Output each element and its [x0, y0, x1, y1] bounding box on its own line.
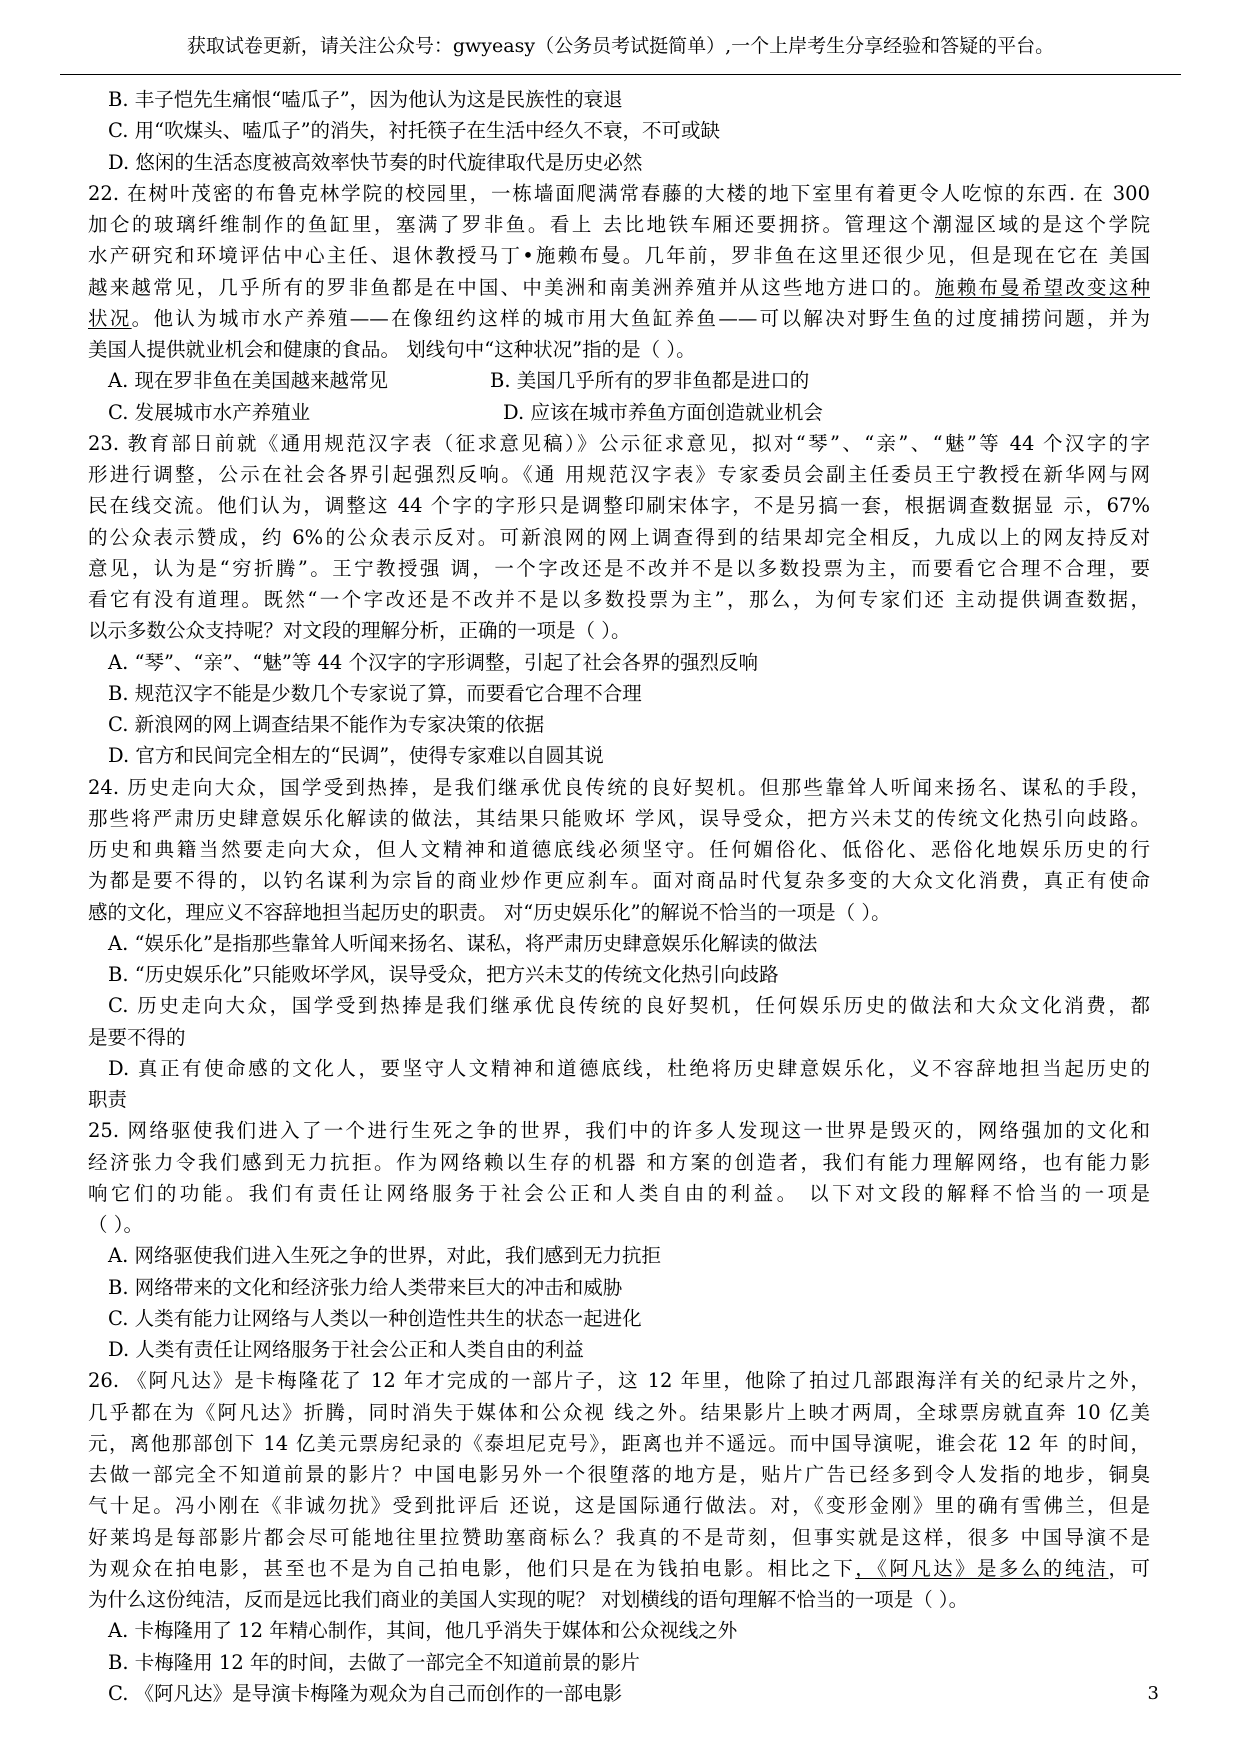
- q26-stem-line: 好莱坞是每部影片都会尽可能地往里拉赞助塞商标么？我真的不是苛刻，但事实就是这样，很多 中国导演不是: [88, 1525, 1150, 1549]
- q25-stem-line: 25. 网络驱使我们进入了一个进行生死之争的世界，我们中的许多人发现这一世界是毁灭的，网络强加的文化和: [88, 1119, 1150, 1143]
- q26-stem-line: 去做一部完全不知道前景的影片？中国电影另外一个很堕落的地方是，贴片广告已经多到令人发指的地步，铜臭: [88, 1463, 1150, 1486]
- q22-stem-line: [88, 272, 1150, 303]
- q24-stem-line: 历史和典籍当然要走向大众，但人文精神和道德底线必须坚守。任何媚俗化、低俗化、恶俗化地娱乐历史的行: [88, 838, 1150, 861]
- q24-option-c-cont: 是要不得的: [88, 1025, 186, 1049]
- q23-stem-line: 23. 教育部日前就《通用规范汉字表（征求意见稿）》公示征求意见，拟对“琴”、“亲”、“魅”等 44 个汉字的字: [88, 431, 1150, 455]
- exam-content: [88, 84, 1150, 1709]
- q24-option-c: C. 历史走向大众，国学受到热捧是我们继承优良传统的良好契机，任何娱乐历史的做法和大众文化消费，都: [108, 994, 1150, 1018]
- q22-stem-line: 美国人提供就业机会和健康的食品。 划线句中“这种状况”指的是（ ）。: [88, 338, 696, 361]
- q21-option-d: D. 悠闲的生活态度被高效率快节奏的时代旋律取代是历史必然: [108, 150, 643, 174]
- q23-option-b: B. 规范汉字不能是少数几个专家说了算，而要看它合理不合理: [108, 681, 642, 705]
- q22-options-row: [88, 365, 1150, 396]
- q22-options-row: [88, 397, 1150, 428]
- q26-stem-line: 26. 《阿凡达》是卡梅隆花了 12 年才完成的一部片子，这 12 年里，他除了拍过几部跟海洋有关的纪录片之外，: [88, 1369, 1150, 1393]
- q22-option-b: B. 美国几乎所有的罗非鱼都是进口的: [490, 369, 810, 393]
- q25-stem-line: 响它们的功能。我们有责任让网络服务于社会公正和人类自由的利益。 以下对文段的解释不恰当的一项是: [88, 1181, 1150, 1205]
- q26-option-a: A. 卡梅隆用了 12 年精心制作，其间，他几乎消失于媒体和公众视线之外: [108, 1619, 738, 1643]
- q24-option-d: D. 真正有使命感的文化人，要坚守人文精神和道德底线，杜绝将历史肆意娱乐化，义不容辞地担当起历史的: [108, 1056, 1150, 1080]
- q23-stem-line: 看它有没有道理。既然“一个字改还是不改并不是以多数投票为主”，那么，为何专家们还 主动提供调查数据，: [88, 588, 1150, 611]
- q26-stem-line: 为什么这份纯洁，反而是远比我们商业的美国人实现的呢？ 对划横线的语句理解不恰当的一项是（ ）。: [88, 1588, 969, 1611]
- q22-stem-line: 22. 在树叶茂密的布鲁克林学院的校园里，一栋墙面爬满常春藤的大楼的地下室里有着更令人吃惊的东西. 在 300: [88, 181, 1150, 205]
- q22-text: 。他认为城市水产养殖——在像纽约这样的城市用大鱼缸养鱼——可以解决对野生鱼的过度捕捞问题，并为: [131, 306, 1150, 330]
- q26-stem-line: 几乎都在为《阿凡达》折腾，同时消失于媒体和公众视 线之外。结果影片上映才两周，全球票房就直奔 10 亿美: [88, 1400, 1150, 1424]
- q26-option-b: B. 卡梅隆用 12 年的时间，去做了一部完全不知道前景的影片: [108, 1650, 640, 1674]
- q23-stem-line: 意见，认为是“穷折腾”。王宁教授强 调，一个字改还是不改并不是以多数投票为主，而要看它合理不合理，要: [88, 556, 1150, 580]
- q21-option-b: B. 丰子恺先生痛恨“嗑瓜子”，因为他认为这是民族性的衰退: [108, 88, 623, 111]
- q24-stem-line: 感的文化，理应义不容辞地担当起历史的职责。 对“历史娱乐化”的解说不恰当的一项是（ ）。: [88, 900, 891, 924]
- q23-stem-line: 的公众表示赞成，约 6%的公众表示反对。可新浪网的网上调查得到的结果却完全相反，九成以上的网友持反对: [88, 525, 1150, 549]
- q26-stem-line: [88, 1553, 1150, 1584]
- q24-stem-line: 24. 历史走向大众，国学受到热捧，是我们继承优良传统的良好契机。但那些靠耸人听闻来扬名、谋私的手段，: [88, 775, 1150, 799]
- q24-stem-line: 为都是要不得的，以钓名谋利为宗旨的商业炒作更应刹车。面对商品时代复杂多变的大众文化消费，真正有使命: [88, 869, 1150, 893]
- q23-stem-line: 形进行调整，公示在社会各界引起强烈反响。《通 用规范汉字表》专家委员会副主任委员王宁教授在新华网与网: [88, 463, 1150, 486]
- q25-option-d: D. 人类有责任让网络服务于社会公正和人类自由的利益: [108, 1338, 584, 1361]
- q26-text: 为观众在拍电影，甚至也不是为自己拍电影，他们只是在为钱拍电影。相比之下: [88, 1556, 856, 1580]
- q22-stem-line: 水产研究和环境评估中心主任、退休教授马丁•施赖布曼。几年前，罗非鱼在这里还很少见，但是现在它在 美国: [88, 244, 1150, 268]
- q22-text: 越来越常见，几乎所有的罗非鱼都是在中国、中美洲和南美洲养殖并从这些地方进口的。: [88, 275, 936, 299]
- q26-stem-line: 元，离他那部创下 14 亿美元票房纪录的《泰坦尼克号》，距离也并不遥远。而中国导演呢，谁会花 12 年 的时间，: [88, 1431, 1150, 1455]
- q25-option-b: B. 网络带来的文化和经济张力给人类带来巨大的冲击和威胁: [108, 1275, 623, 1299]
- q26-underlined-sentence: ，《阿凡达》是多么的纯洁: [855, 1556, 1109, 1580]
- page-header: 获取试卷更新，请关注公众号：gwyeasy（公务员考试挺简单）,一个上岸考生分享经验和答疑的平台。: [60, 34, 1181, 75]
- q25-stem-line: （ ）。: [88, 1213, 143, 1236]
- q24-option-d-cont: 职责: [88, 1088, 128, 1111]
- q22-option-a: A. 现在罗非鱼在美国越来越常见: [108, 369, 388, 393]
- q25-stem-line: 经济张力令我们感到无力抗拒。作为网络赖以生存的机器 和方案的创造者，我们有能力理解网络，也有能力影: [88, 1150, 1150, 1174]
- q25-option-c: C. 人类有能力让网络与人类以一种创造性共生的状态一起进化: [108, 1306, 642, 1330]
- q25-option-a: A. 网络驱使我们进入生死之争的世界，对此，我们感到无力抗拒: [108, 1244, 661, 1268]
- q23-option-c: C. 新浪网的网上调查结果不能作为专家决策的依据: [108, 713, 545, 736]
- q22-option-d: D. 应该在城市养鱼方面创造就业机会: [503, 400, 823, 424]
- q24-stem-line: 那些将严肃历史肆意娱乐化解读的做法，其结果只能败坏 学风，误导受众，把方兴未艾的传统文化热引向歧路。: [88, 806, 1150, 830]
- q24-option-a: A. “娱乐化”是指那些靠耸人听闻来扬名、谋私，将严肃历史肆意娱乐化解读的做法: [108, 931, 818, 955]
- q23-stem-line: 民在线交流。他们认为，调整这 44 个字的字形只是调整印刷宋体字，不是另搞一套，根据调查数据显 示，67%: [88, 494, 1150, 518]
- q22-underlined-sentence: 施赖布曼希望改变这种: [935, 275, 1150, 299]
- q24-option-b: B. “历史娱乐化”只能败坏学风，误导受众，把方兴未艾的传统文化热引向歧路: [108, 963, 779, 986]
- q23-stem-line: 以示多数公众支持呢？对文段的理解分析，正确的一项是（ ）。: [88, 619, 631, 643]
- q22-stem-line: [88, 303, 1150, 334]
- page-number: 3: [1147, 1683, 1159, 1704]
- q26-text: ，可: [1108, 1556, 1150, 1580]
- q22-underlined-sentence: 状况: [88, 306, 132, 330]
- q22-stem-line: 加仑的玻璃纤维制作的鱼缸里，塞满了罗非鱼。看上 去比地铁车厢还要拥挤。管理这个潮湿区域的是这个学院: [88, 213, 1150, 236]
- q26-option-c: C. 《阿凡达》是导演卡梅隆为观众为自己而创作的一部电影: [108, 1681, 623, 1705]
- q22-option-c: C. 发展城市水产养殖业: [108, 400, 311, 424]
- q23-option-d: D. 官方和民间完全相左的“民调”，使得专家难以自圆其说: [108, 744, 604, 768]
- q26-stem-line: 气十足。冯小刚在《非诚勿扰》受到批评后 还说，这是国际通行做法。对，《变形金刚》里的确有雪佛兰，但是: [88, 1494, 1150, 1518]
- q23-option-a: A. “琴”、“亲”、“魅”等 44 个汉字的字形调整，引起了社会各界的强烈反响: [108, 650, 759, 674]
- q21-option-c: C. 用“吹煤头、嗑瓜子”的消失，衬托筷子在生活中经久不衰，不可或缺: [108, 119, 721, 143]
